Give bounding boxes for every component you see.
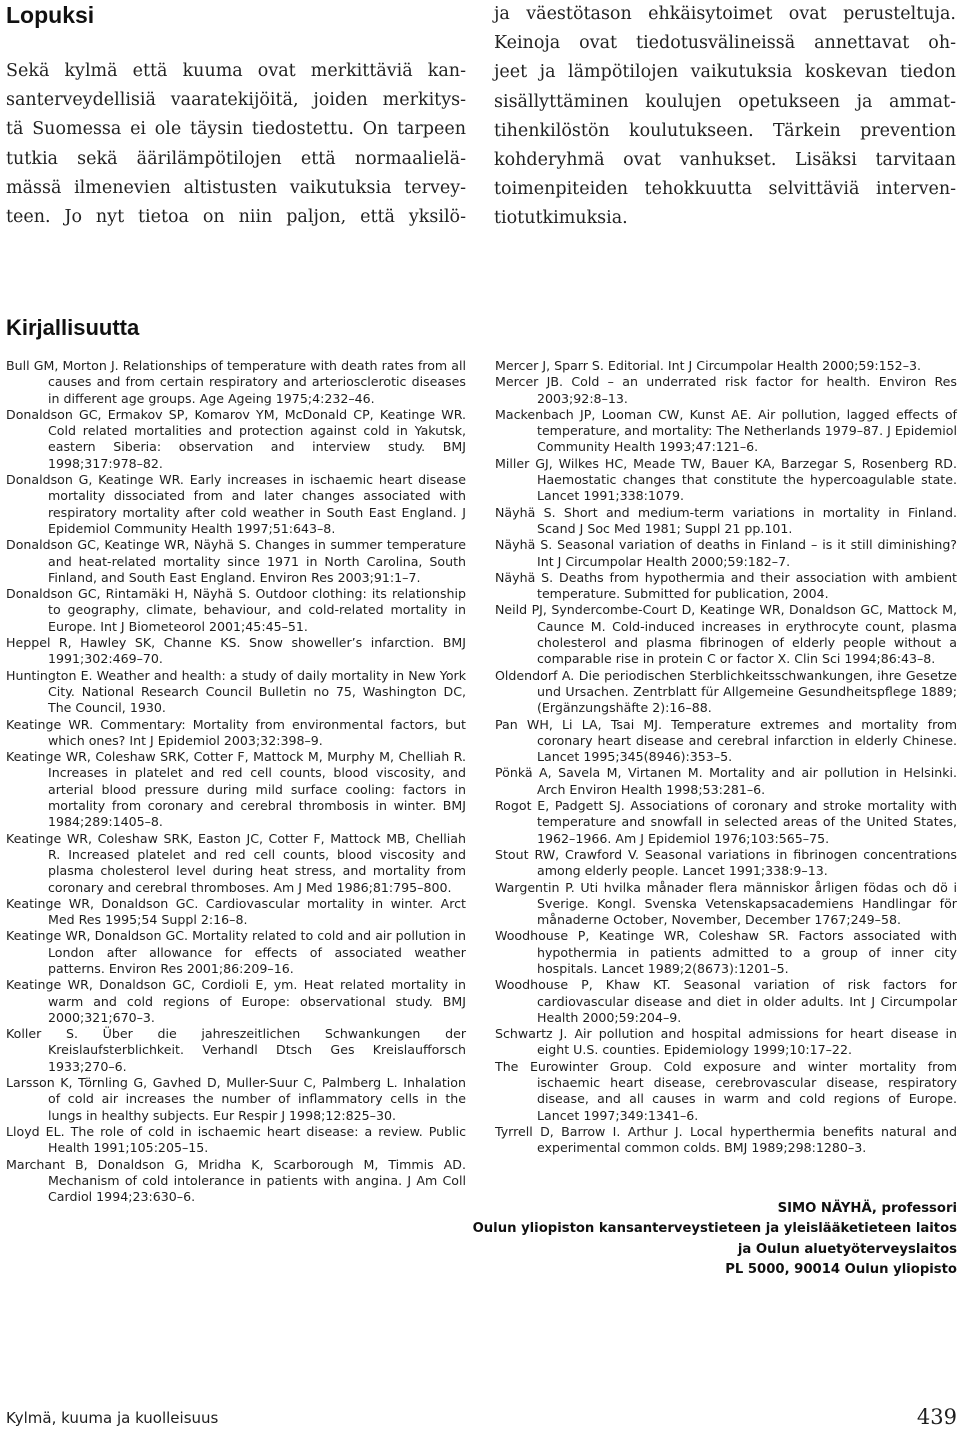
author-address: PL 5000, 90014 Oulun yliopisto xyxy=(725,1261,957,1277)
reference-item: Lloyd EL. The role of cold in ischaemic heart disease: a review. Public Health 1991;105:205–15. xyxy=(6,1123,466,1156)
reference-item: Huntington E. Weather and health: a study of daily mortality in New York City. National Research Council Bulletin no 75, Washington DC, The Council, 1930. xyxy=(6,667,466,716)
conclusion-heading: Lopuksi xyxy=(6,2,95,28)
body-line: teen. Jo nyt tietoa on niin paljon, että yksilö- xyxy=(6,207,466,228)
reference-item: Donaldson GC, Rintamäki H, Näyhä S. Outdoor clothing: its relationship to geography, climate, behaviour, and cold-related mortality in Europe. Int J Biometeorol 2001;45:45–51. xyxy=(6,586,466,634)
reference-item: Näyhä S. Short and medium-term variations in mortality in Finland. Scand J Soc Med 1981; Suppl 21 pp.101. xyxy=(495,504,957,536)
reference-item: Mercer J, Sparr S. Editorial. Int J Circumpolar Health 2000;59:152–3. xyxy=(495,358,922,373)
page-number: 439 xyxy=(916,1405,957,1429)
body-line: ja väestötason ehkäisytoimet ovat perusteltuja. xyxy=(494,4,956,24)
reference-item: Näyhä S. Seasonal variation of deaths in Finland – is it still diminishing? Int J Circumpolar Health 2000;59:182–7. xyxy=(495,537,957,569)
body-line: tutkia sekä äärilämpötilojen että normaalielä- xyxy=(6,148,466,169)
reference-list-left xyxy=(6,358,466,1205)
body-line: sisällyttäminen koulujen opetukseen ja ammat- xyxy=(494,91,956,112)
body-line: tä Suomessa ei ole täysin tiedostettu. On tarpeen xyxy=(6,119,466,140)
reference-item: Tyrrell D, Barrow I. Arthur J. Local hyperthermia benefits natural and experimental common colds. BMJ 1989;298:1280–3. xyxy=(495,1123,957,1156)
author-name: SIMO NÄYHÄ, professori xyxy=(777,1201,957,1216)
author-affiliation: Oulun yliopiston kansanterveystieteen ja yleislääketieteen laitos xyxy=(472,1221,957,1237)
reference-item: Donaldson GC, Ermakov SP, Komarov YM, McDonald CP, Keatinge WR. Cold related mortalities and protection against cold in Yakutsk, eastern Siberia: observation and interview study. BMJ 1998;317:978–82. xyxy=(6,406,466,471)
body-line: Keinoja ovat tiedotusvälineissä annettavat oh- xyxy=(494,33,956,54)
reference-item: Pan WH, Li LA, Tsai MJ. Temperature extremes and mortality from coronary heart disease and cerebral infarction in elderly Chinese. Lancet 1995;345(8946):353–5. xyxy=(495,716,957,765)
reference-item: Keatinge WR, Coleshaw SRK, Cotter F, Mattock M, Murphy M, Chelliah R. Increases in platelet and red cell counts, blood viscosity, and arterial blood pressure during mild surface cooling: factors in mortality from coronary and cerebral thrombosis in winter. BMJ 1984;289:1405–8. xyxy=(6,749,466,830)
body-line: tiotutkimuksia. xyxy=(494,208,628,229)
reference-item: Donaldson G, Keatinge WR. Early increases in ischaemic heart disease mortality dissociated from and later changes associated with respiratory mortality after cold weather in South East England. J Epidemiol Community Health 1997;51:643–8. xyxy=(6,472,466,536)
reference-item: Miller GJ, Wilkes HC, Meade TW, Bauer KA, Barzegar S, Rosenberg RD. Haemostatic changes that constitute the hypercoagulable state. Lancet 1991;338:1079. xyxy=(495,455,957,504)
reference-item: Mackenbach JP, Looman CW, Kunst AE. Air pollution, lagged effects of temperature, and mortality: The Netherlands 1979–87. J Epidemiol Community Health 1993;47:121–6. xyxy=(495,406,957,455)
reference-item: Schwartz J. Air pollution and hospital admissions for heart disease in eight U.S. counties. Epidemiology 1999;10:17–22. xyxy=(495,1026,957,1058)
reference-item: Pönkä A, Savela M, Virtanen M. Mortality and air pollution in Helsinki. Arch Environ Health 1998;53:281–6. xyxy=(495,765,957,797)
body-line: santerveydellisiä vaaratekijöitä, joiden merkitys- xyxy=(6,90,466,111)
conclusion-text-right-column xyxy=(494,0,956,234)
reference-item: Keatinge WR, Donaldson GC. Mortality related to cold and air pollution in London after allowance for effects of associated weather patterns. Environ Res 2001;86:209–16. xyxy=(6,928,466,976)
reference-item: Larsson K, Törnling G, Gavhed D, Muller-Suur C, Palmberg L. Inhalation of cold air increases the number of inflammatory cells in the lungs in healthy subjects. Eur Respir J 1998;12:825–30. xyxy=(6,1075,466,1123)
running-footer-title: Kylmä, kuuma ja kuolleisuus xyxy=(6,1409,219,1427)
reference-item: Mercer JB. Cold – an underrated risk factor for health. Environ Res 2003;92:8–13. xyxy=(495,374,957,406)
reference-list-right xyxy=(495,358,957,1157)
reference-item: The Eurowinter Group. Cold exposure and winter mortality from ischaemic heart disease, cerebrovascular disease, respiratory disease, and all causes in warm and cold regions of Europe. Lancet 1997;349:1341–6. xyxy=(495,1058,957,1123)
reference-item: Näyhä S. Deaths from hypothermia and their association with ambient temperature. Submitted for publication, 2004. xyxy=(495,569,957,602)
body-line: kohderyhmä ovat vanhukset. Lisäksi tarvitaan xyxy=(494,150,956,171)
body-line: Sekä kylmä että kuuma ovat merkittäviä kan- xyxy=(6,61,466,81)
reference-item: Neild PJ, Syndercombe-Court D, Keatinge WR, Donaldson GC, Mattock M, Caunce M. Cold-induced increases in erythrocyte count, plasma cholesterol and plasma fibrinogen of elderly people without a comparable rise in protein C or factor X. Clin Sci 1994;86:43–8. xyxy=(495,602,957,667)
reference-item: Bull GM, Morton J. Relationships of temperature with death rates from all causes and from certain respiratory and arteriosclerotic diseases in different age groups. Age Ageing 1975;4:232–46. xyxy=(6,358,466,406)
reference-item: Keatinge WR, Coleshaw SRK, Easton JC, Cotter F, Mattock MB, Chelliah R. Increased platelet and red cell counts, blood viscosity and plasma cholesterol level during heat stress, and mortality from coronary and cerebral thromboses. Am J Med 1986;81:795–800. xyxy=(6,830,466,895)
author-signature xyxy=(473,1199,957,1280)
reference-item: Koller S. Über die jahreszeitlichen Schwankungen der Kreislaufsterblichkeit. Verhandl Dtsch Ges Kreislaufforsch 1933;270–6. xyxy=(6,1026,466,1074)
reference-item: Keatinge WR, Donaldson GC, Cordioli E, ym. Heat related mortality in warm and cold regions of Europe: observational study. BMJ 2000;321;670–3. xyxy=(6,977,466,1025)
reference-item: Rogot E, Padgett SJ. Associations of coronary and stroke mortality with temperature and snowfall in selected areas of the United States, 1962–1966. Am J Epidemiol 1976;103:565–75. xyxy=(495,798,957,846)
author-affiliation-secondary: ja Oulun aluetyöterveyslaitos xyxy=(737,1241,957,1257)
reference-item: Woodhouse P, Khaw KT. Seasonal variation of risk factors for cardiovascular disease and diet in older adults. Int J Circumpolar Health 2000;59:204–9. xyxy=(495,977,957,1025)
reference-item: Oldendorf A. Die periodischen Sterblichkeitsschwankungen, ihre Gesetze und Ursachen. Zentrblatt für Allgemeine Gesundheitspflege 1889;(Ergänzungshäfte 2):16–88. xyxy=(495,667,957,716)
body-line: tihenkilöstön koulutukseen. Tärkein prevention xyxy=(494,120,956,141)
reference-item: Woodhouse P, Keatinge WR, Coleshaw SR. Factors associated with hypothermia in patients admitted to a group of inner city hospitals. Lancet 1989;2(8673):1201–5. xyxy=(495,928,957,976)
body-line: toimenpiteiden tehokkuutta selvittäviä interven- xyxy=(494,179,956,200)
body-line: jeet ja lämpötilojen vaikutuksia koskevan tiedon xyxy=(494,62,956,83)
reference-item: Keatinge WR. Commentary: Mortality from environmental factors, but which ones? Int J Epidemiol 2003;32:398–9. xyxy=(6,716,466,748)
reference-item: Marchant B, Donaldson G, Mridha K, Scarborough M, Timmis AD. Mechanism of cold intolerance in patients with angina. J Am Coll Cardiol 1994;23:630–6. xyxy=(6,1156,466,1205)
body-line: mässä ilmenevien altistusten vaikutuksia tervey- xyxy=(6,177,466,198)
reference-item: Keatinge WR, Donaldson GC. Cardiovascular mortality in winter. Arct Med Res 1995;54 Suppl 2:16–8. xyxy=(6,895,466,928)
reference-item: Wargentin P. Uti hvilka månader flera människor årligen födas och dö i Sverige. Kongl. Svenska Vetenskapsacademiens Handlingar för månaderne October, November, December 1767;249–58. xyxy=(495,879,957,928)
reference-item: Stout RW, Crawford V. Seasonal variations in fibrinogen concentrations among elderly people. Lancet 1991;338:9–13. xyxy=(495,846,957,879)
reference-item: Heppel R, Hawley SK, Channe KS. Snow showeller’s infarction. BMJ 1991;302:469–70. xyxy=(6,635,466,667)
conclusion-text-left-column xyxy=(6,57,466,232)
references-heading: Kirjallisuutta xyxy=(6,315,140,340)
reference-item: Donaldson GC, Keatinge WR, Näyhä S. Changes in summer temperature and heat-related mortality since 1971 in North Carolina, South Finland, and South East England. Environ Res 2003;91:1–7. xyxy=(6,537,466,585)
